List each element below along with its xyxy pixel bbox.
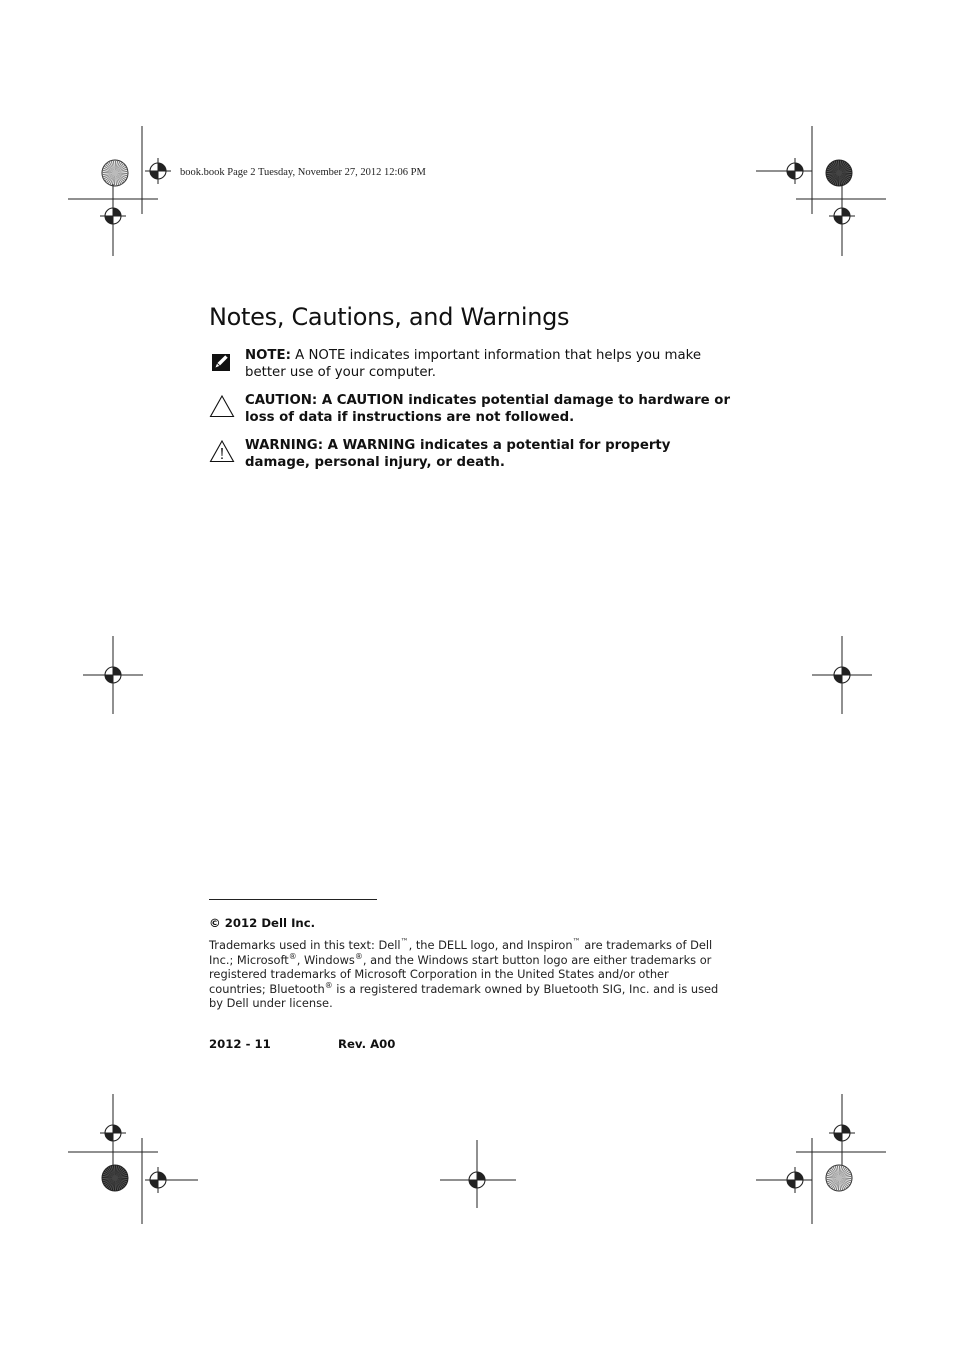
trademarks-text-4: , Windows (296, 952, 355, 967)
caution-label: CAUTION: (245, 393, 318, 408)
publication-date: 2012 - 11 (209, 1037, 271, 1051)
trademarks-text-3: are trademarks of Dell Inc.; Microsoft (209, 938, 713, 967)
registration-target-icon (145, 158, 171, 184)
note-block (209, 347, 729, 383)
warning-text (245, 437, 735, 471)
note-body: A NOTE indicates important information that helps you make better use of your computer. (245, 348, 702, 380)
trademarks-text-5: , and the Windows start button logo are either trademarks or registered trademarks of Microsoft Corporation in the United States and/or other countries; Bluetooth (209, 952, 712, 996)
warning-label: WARNING: (245, 438, 324, 453)
trademarks-text-2: , the DELL logo, and Inspiron (408, 938, 573, 952)
warning-exclamation-icon (209, 439, 235, 467)
registered-symbol: ® (354, 951, 363, 961)
print-stamp: book.book Page 2 Tuesday, November 27, 2012 12:06 PM (180, 167, 426, 178)
color-registration-dial-icon (826, 160, 852, 186)
trademark-symbol: ™ (400, 937, 409, 947)
registered-symbol: ® (324, 980, 333, 990)
warning-block (209, 437, 729, 473)
trademark-symbol: ™ (572, 937, 581, 947)
copyright-notice: © 2012 Dell Inc. (209, 916, 316, 930)
page-title: Notes, Cautions, and Warnings (209, 303, 570, 331)
caution-triangle-icon (209, 394, 235, 422)
trademarks-paragraph (209, 938, 727, 1011)
caution-body: A CAUTION indicates potential damage to hardware or loss of data if instructions are not followed. (245, 393, 730, 425)
warning-body: A WARNING indicates a potential for property damage, personal injury, or death. (245, 438, 671, 470)
footnote-rule (209, 899, 377, 900)
trademarks-text-1: Trademarks used in this text: Dell (209, 938, 401, 952)
color-registration-dial-icon (102, 1165, 128, 1191)
revision-number: Rev. A00 (338, 1037, 396, 1051)
trademarks-text-6: is a registered trademark owned by Bluetooth SIG, Inc. and is used by Dell under license. (209, 981, 719, 1011)
color-registration-dial-icon (826, 1165, 852, 1191)
color-registration-dial-icon (102, 160, 128, 186)
caution-text (245, 392, 735, 426)
note-pencil-icon (209, 350, 233, 378)
caution-block (209, 392, 729, 428)
note-text (245, 347, 735, 381)
registered-symbol: ® (288, 951, 297, 961)
note-label: NOTE: (245, 348, 291, 363)
